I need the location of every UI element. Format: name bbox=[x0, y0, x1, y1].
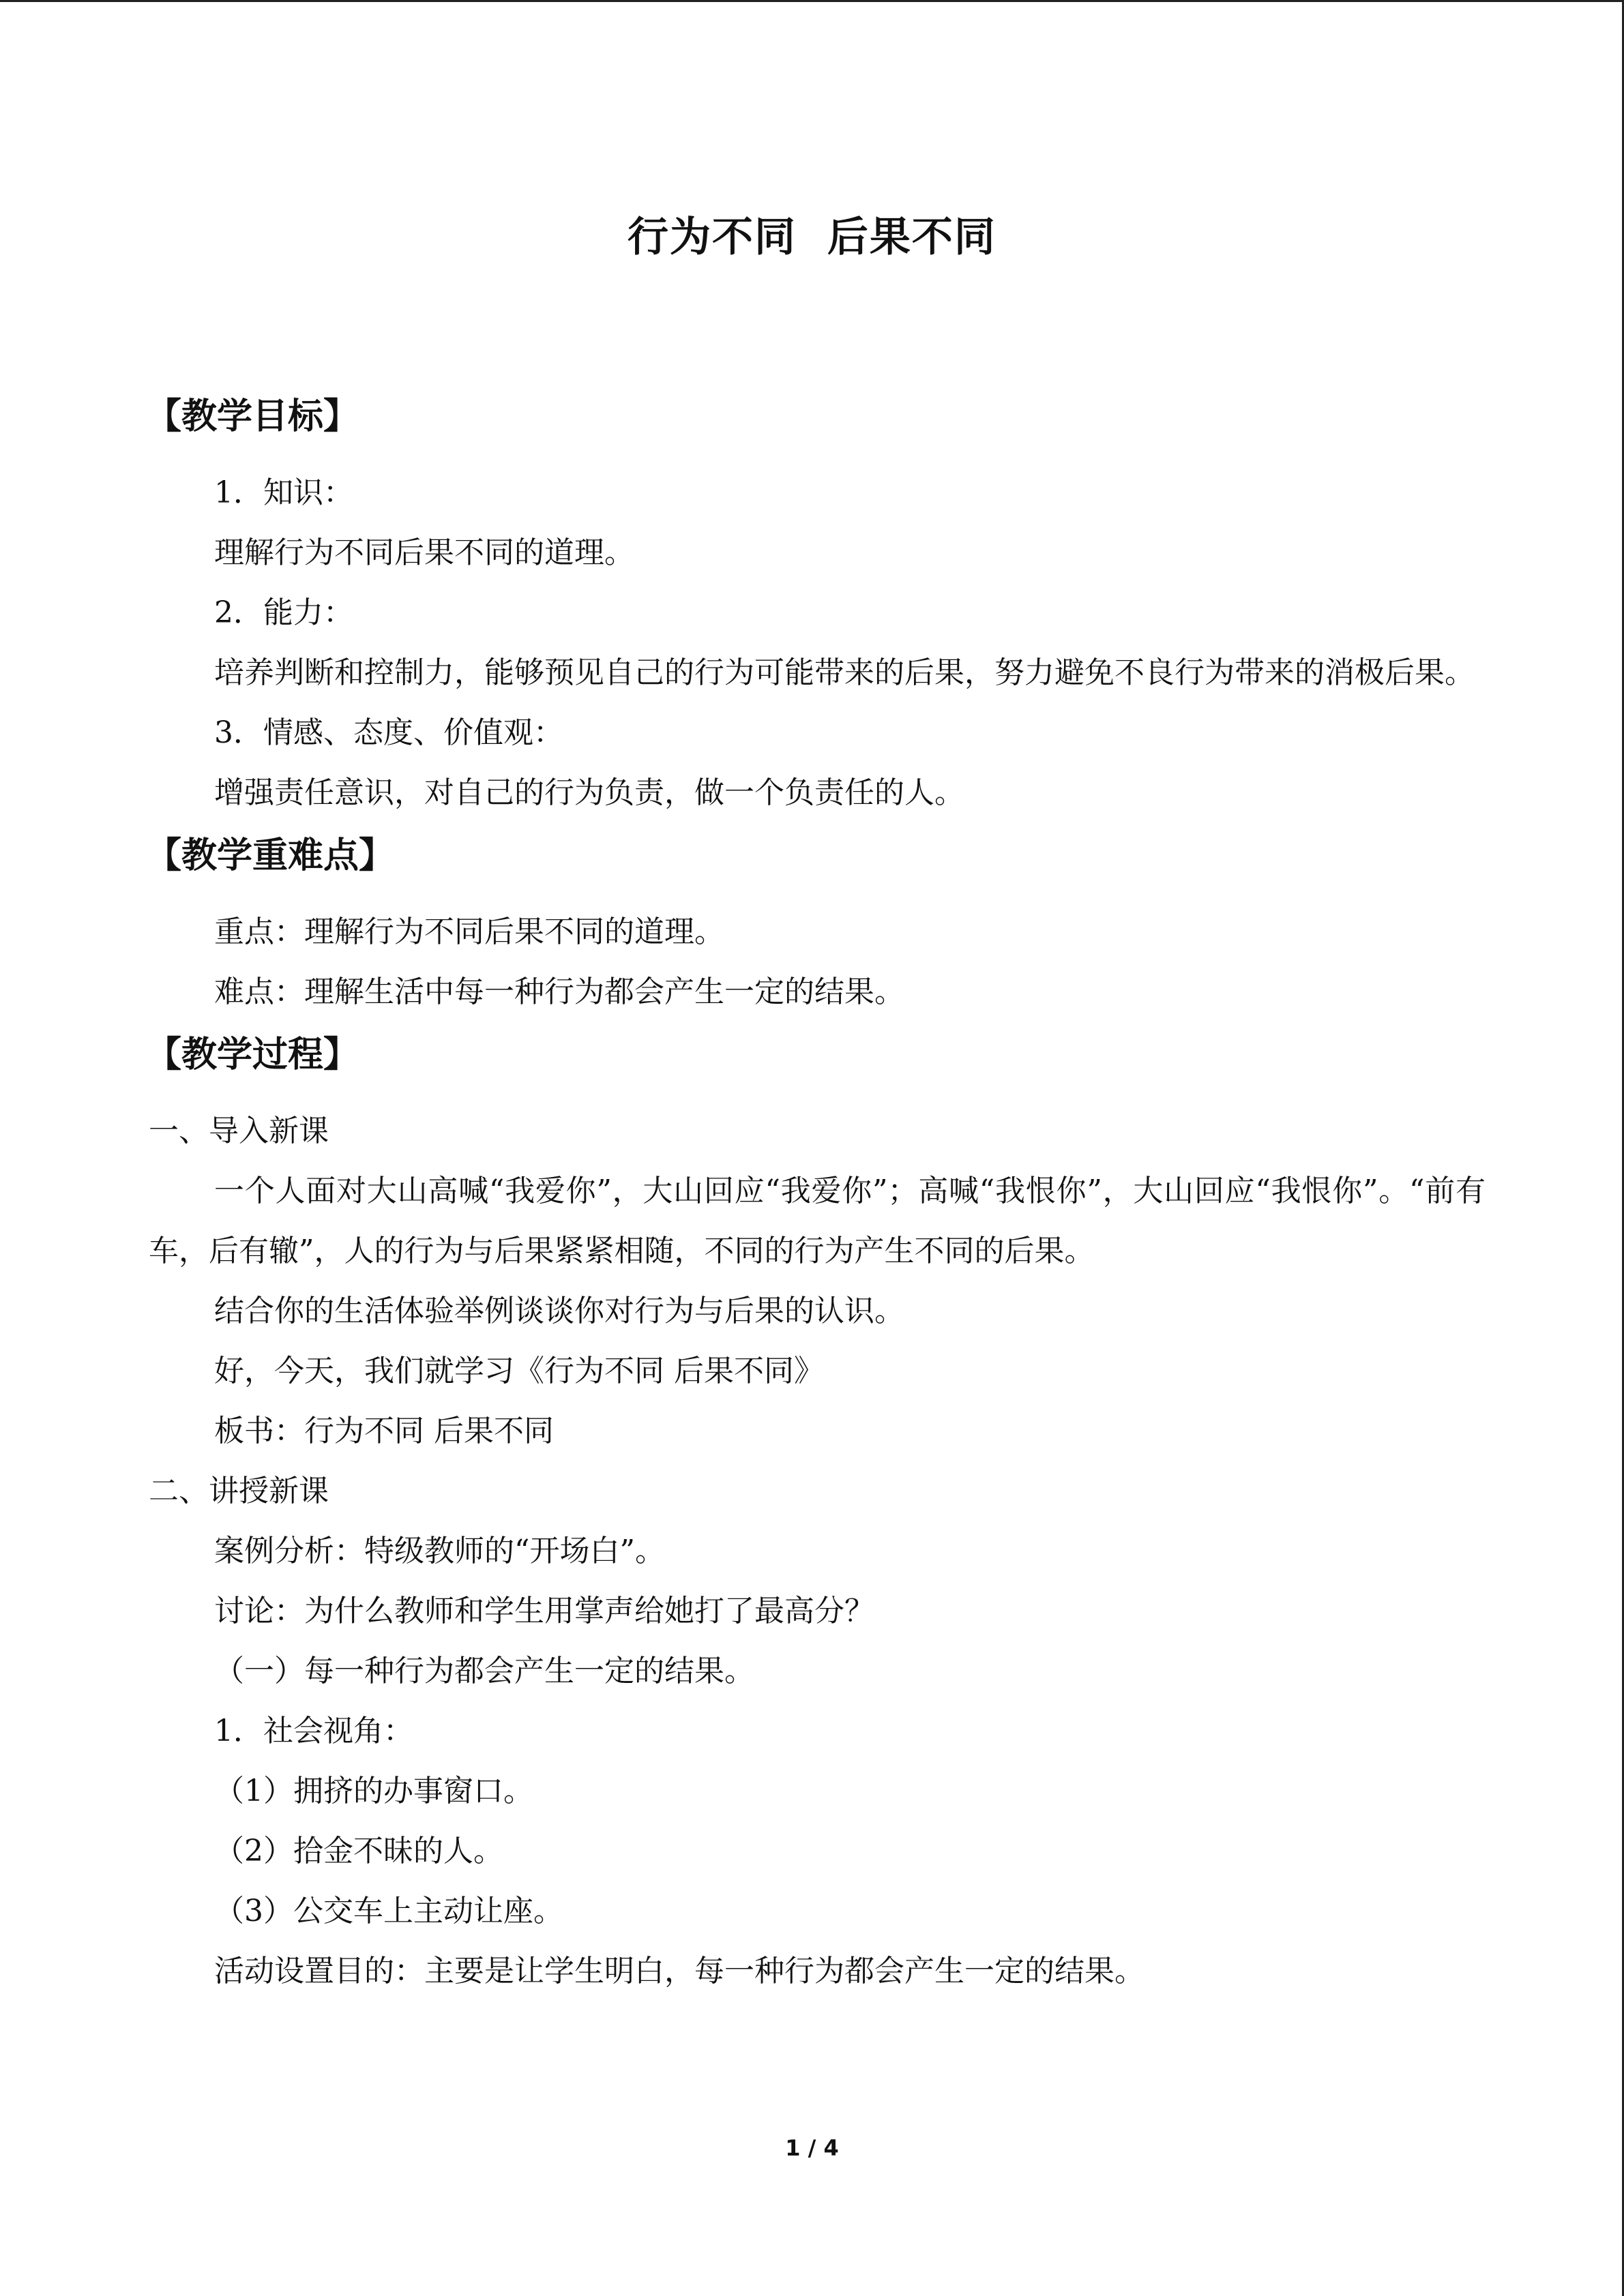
document-title: 行为不同 后果不同 bbox=[628, 213, 996, 261]
process-part2-line: （2）拾金不昧的人。 bbox=[214, 1834, 503, 1868]
objective-values-text: 增强责任意识，对自己的行为负责，做一个负责任的人。 bbox=[214, 775, 964, 810]
process-part2-line: 案例分析：特级教师的“开场白”。 bbox=[214, 1534, 665, 1568]
objective-values-label: 3．情感、态度、价值观： bbox=[214, 715, 563, 750]
page-number: 1 / 4 bbox=[785, 2135, 839, 2161]
difficult-point-text: 难点：理解生活中每一种行为都会产生一定的结果。 bbox=[214, 974, 904, 1009]
section-heading-objectives: 【教学目标】 bbox=[146, 396, 359, 437]
objective-ability-text: 培养判断和控制力，能够预见自己的行为可能带来的后果，努力避免不良行为带来的消极后果。 bbox=[214, 655, 1475, 690]
objective-knowledge-text: 理解行为不同后果不同的道理。 bbox=[214, 535, 634, 570]
process-part2-line: （3）公交车上主动让座。 bbox=[214, 1894, 563, 1928]
objective-ability-label: 2．能力： bbox=[214, 595, 353, 630]
process-part2-line: 活动设置目的：主要是让学生明白，每一种行为都会产生一定的结果。 bbox=[214, 1954, 1145, 1988]
process-part1-paragraph: 一个人面对大山高喊“我爱你”，大山回应“我爱你”；高喊“我恨你”，大山回应“我恨你”。“前有车，后有辙”，人的行为与后果紧紧相随，不同的行为产生不同的后果。 bbox=[149, 1174, 1486, 1268]
process-part2-line: （1）拥挤的办事窗口。 bbox=[214, 1774, 533, 1808]
process-part2-line: （一）每一种行为都会产生一定的结果。 bbox=[214, 1654, 754, 1688]
process-part2-line: 1．社会视角： bbox=[214, 1714, 413, 1748]
process-part2-title: 二、讲授新课 bbox=[149, 1474, 329, 1508]
process-part1-title: 一、导入新课 bbox=[149, 1114, 329, 1148]
process-part1-board-note: 板书：行为不同 后果不同 bbox=[214, 1414, 554, 1448]
section-heading-process: 【教学过程】 bbox=[146, 1034, 359, 1075]
section-heading-key-points: 【教学重难点】 bbox=[146, 835, 395, 876]
key-point-text: 重点：理解行为不同后果不同的道理。 bbox=[214, 914, 724, 949]
objective-knowledge-label: 1．知识： bbox=[214, 475, 353, 510]
process-part1-line: 结合你的生活体验举例谈谈你对行为与后果的认识。 bbox=[214, 1294, 904, 1328]
document-body bbox=[146, 384, 1486, 2001]
process-part1-line: 好，今天，我们就学习《行为不同 后果不同》 bbox=[214, 1354, 824, 1388]
process-part2-line: 讨论：为什么教师和学生用掌声给她打了最高分？ bbox=[214, 1594, 874, 1628]
